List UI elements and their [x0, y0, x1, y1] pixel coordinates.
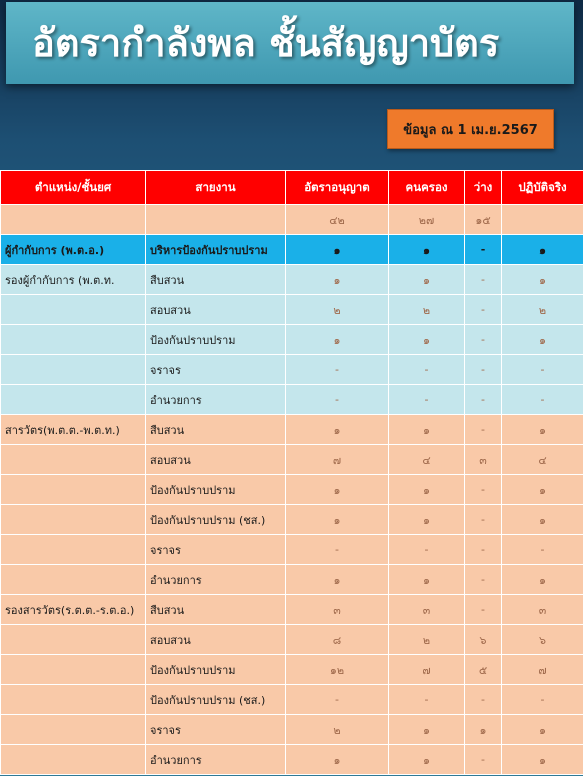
row-vacant: - — [465, 265, 502, 295]
row-position — [1, 445, 146, 475]
row-line: ป้องกันปราบปราม — [146, 475, 286, 505]
table-row — [1, 295, 583, 325]
row-actual: ๔ — [502, 445, 583, 475]
row-actual: ๑ — [502, 565, 583, 595]
row-position — [1, 505, 146, 535]
row-actual: - — [502, 685, 583, 715]
row-authorized: ๒ — [286, 715, 389, 745]
row-position — [1, 355, 146, 385]
row-actual: ๑ — [502, 505, 583, 535]
row-actual: ๑ — [502, 325, 583, 355]
row-actual: ๑ — [502, 235, 583, 265]
table-row — [1, 385, 583, 415]
row-authorized: - — [286, 685, 389, 715]
row-vacant: - — [465, 415, 502, 445]
row-actual: ๖ — [502, 625, 583, 655]
row-vacant: - — [465, 355, 502, 385]
row-held: ๑ — [389, 415, 465, 445]
row-actual: ๑ — [502, 715, 583, 745]
total-authorized: ๔๒ — [286, 205, 389, 235]
header-position: ตำแหน่ง/ชั้นยศ — [1, 171, 146, 205]
row-line: สอบสวน — [146, 445, 286, 475]
table-row — [1, 685, 583, 715]
row-held: - — [389, 685, 465, 715]
table-row — [1, 535, 583, 565]
row-held: ๑ — [389, 475, 465, 505]
row-line: ป้องกันปราบปราม — [146, 325, 286, 355]
row-held: ๑ — [389, 565, 465, 595]
row-vacant: ๕ — [465, 655, 502, 685]
row-line: บริหารป้องกันปราบปราม — [146, 235, 286, 265]
row-line: จราจร — [146, 715, 286, 745]
row-held: ๗ — [389, 655, 465, 685]
row-position — [1, 625, 146, 655]
row-vacant: - — [465, 535, 502, 565]
table-row — [1, 235, 583, 265]
row-line: สืบสวน — [146, 265, 286, 295]
row-authorized: - — [286, 535, 389, 565]
total-position — [1, 205, 146, 235]
row-line: ป้องกันปราบปราม (ชส.) — [146, 505, 286, 535]
row-position — [1, 655, 146, 685]
row-line: ป้องกันปราบปราม (ชส.) — [146, 685, 286, 715]
row-held: ๒ — [389, 295, 465, 325]
page-title: อัตรากำลังพล ชั้นสัญญาบัตร — [32, 21, 500, 65]
row-vacant: - — [465, 295, 502, 325]
row-vacant: - — [465, 475, 502, 505]
row-vacant: - — [465, 745, 502, 775]
row-position: ผู้กำกับการ (พ.ต.อ.) — [1, 235, 146, 265]
row-authorized: ๘ — [286, 625, 389, 655]
row-authorized: - — [286, 355, 389, 385]
row-held: ๑ — [389, 715, 465, 745]
table-row — [1, 625, 583, 655]
row-position — [1, 295, 146, 325]
row-line: อำนวยการ — [146, 565, 286, 595]
row-held: - — [389, 535, 465, 565]
row-vacant: - — [465, 685, 502, 715]
row-held: - — [389, 355, 465, 385]
row-position — [1, 385, 146, 415]
row-actual: - — [502, 535, 583, 565]
row-actual: ๑ — [502, 415, 583, 445]
total-vacant: ๑๕ — [465, 205, 502, 235]
row-authorized: ๑ — [286, 235, 389, 265]
row-position — [1, 685, 146, 715]
row-vacant: - — [465, 505, 502, 535]
total-held: ๒๗ — [389, 205, 465, 235]
row-actual: - — [502, 385, 583, 415]
row-line: สอบสวน — [146, 295, 286, 325]
row-authorized: ๑ — [286, 265, 389, 295]
row-position — [1, 565, 146, 595]
row-held: ๔ — [389, 445, 465, 475]
row-held: ๒ — [389, 625, 465, 655]
row-vacant: - — [465, 235, 502, 265]
row-authorized: ๓ — [286, 595, 389, 625]
row-position: สารวัตร(พ.ต.ต.-พ.ต.ท.) — [1, 415, 146, 445]
row-actual: ๓ — [502, 595, 583, 625]
row-authorized: - — [286, 385, 389, 415]
table-row — [1, 445, 583, 475]
row-authorized: ๑ — [286, 325, 389, 355]
header-authorized: อัตราอนุญาต — [286, 171, 389, 205]
table-row — [1, 565, 583, 595]
row-held: ๑ — [389, 745, 465, 775]
row-vacant: - — [465, 385, 502, 415]
row-actual: ๑ — [502, 745, 583, 775]
row-position — [1, 745, 146, 775]
row-line: จราจร — [146, 355, 286, 385]
row-line: สอบสวน — [146, 625, 286, 655]
table-row — [1, 505, 583, 535]
row-held: ๑ — [389, 265, 465, 295]
row-actual: ๗ — [502, 655, 583, 685]
table-row — [1, 415, 583, 445]
row-position — [1, 715, 146, 745]
row-line: สืบสวน — [146, 415, 286, 445]
row-line: อำนวยการ — [146, 745, 286, 775]
row-vacant: - — [465, 595, 502, 625]
row-actual: - — [502, 355, 583, 385]
row-held: ๑ — [389, 235, 465, 265]
row-authorized: ๑ — [286, 505, 389, 535]
row-authorized: ๗ — [286, 445, 389, 475]
header-held: คนครอง — [389, 171, 465, 205]
table-row — [1, 655, 583, 685]
row-held: - — [389, 385, 465, 415]
data-date-badge: ข้อมูล ณ 1 เม.ย.2567 — [387, 109, 554, 149]
table-row — [1, 265, 583, 295]
row-line: จราจร — [146, 535, 286, 565]
row-position: รองสารวัตร(ร.ต.ต.-ร.ต.อ.) — [1, 595, 146, 625]
row-authorized: ๑ — [286, 415, 389, 445]
row-position — [1, 325, 146, 355]
table-row — [1, 355, 583, 385]
row-vacant: ๖ — [465, 625, 502, 655]
table-row — [1, 325, 583, 355]
row-held: ๓ — [389, 595, 465, 625]
row-held: ๑ — [389, 325, 465, 355]
row-position — [1, 535, 146, 565]
row-line: สืบสวน — [146, 595, 286, 625]
header-actual: ปฏิบัติจริง — [502, 171, 583, 205]
header-vacant: ว่าง — [465, 171, 502, 205]
row-actual: ๑ — [502, 265, 583, 295]
row-actual: ๑ — [502, 475, 583, 505]
staffing-table — [0, 170, 583, 775]
totals-row — [1, 205, 583, 235]
row-position — [1, 475, 146, 505]
row-authorized: ๑ — [286, 565, 389, 595]
row-vacant: ๑ — [465, 715, 502, 745]
row-held: ๑ — [389, 505, 465, 535]
table-row — [1, 475, 583, 505]
row-line: ป้องกันปราบปราม — [146, 655, 286, 685]
row-line: อำนวยการ — [146, 385, 286, 415]
row-position: รองผู้กำกับการ (พ.ต.ท. — [1, 265, 146, 295]
table-row — [1, 595, 583, 625]
row-actual: ๒ — [502, 295, 583, 325]
row-authorized: ๑ — [286, 475, 389, 505]
total-actual — [502, 205, 583, 235]
table-row — [1, 715, 583, 745]
row-vacant: - — [465, 565, 502, 595]
table-header-row — [1, 171, 583, 205]
row-vacant: ๓ — [465, 445, 502, 475]
table-row — [1, 745, 583, 775]
total-line — [146, 205, 286, 235]
title-banner — [6, 2, 574, 84]
header-line: สายงาน — [146, 171, 286, 205]
row-authorized: ๑ — [286, 745, 389, 775]
row-authorized: ๒ — [286, 295, 389, 325]
row-vacant: - — [465, 325, 502, 355]
row-authorized: ๑๒ — [286, 655, 389, 685]
